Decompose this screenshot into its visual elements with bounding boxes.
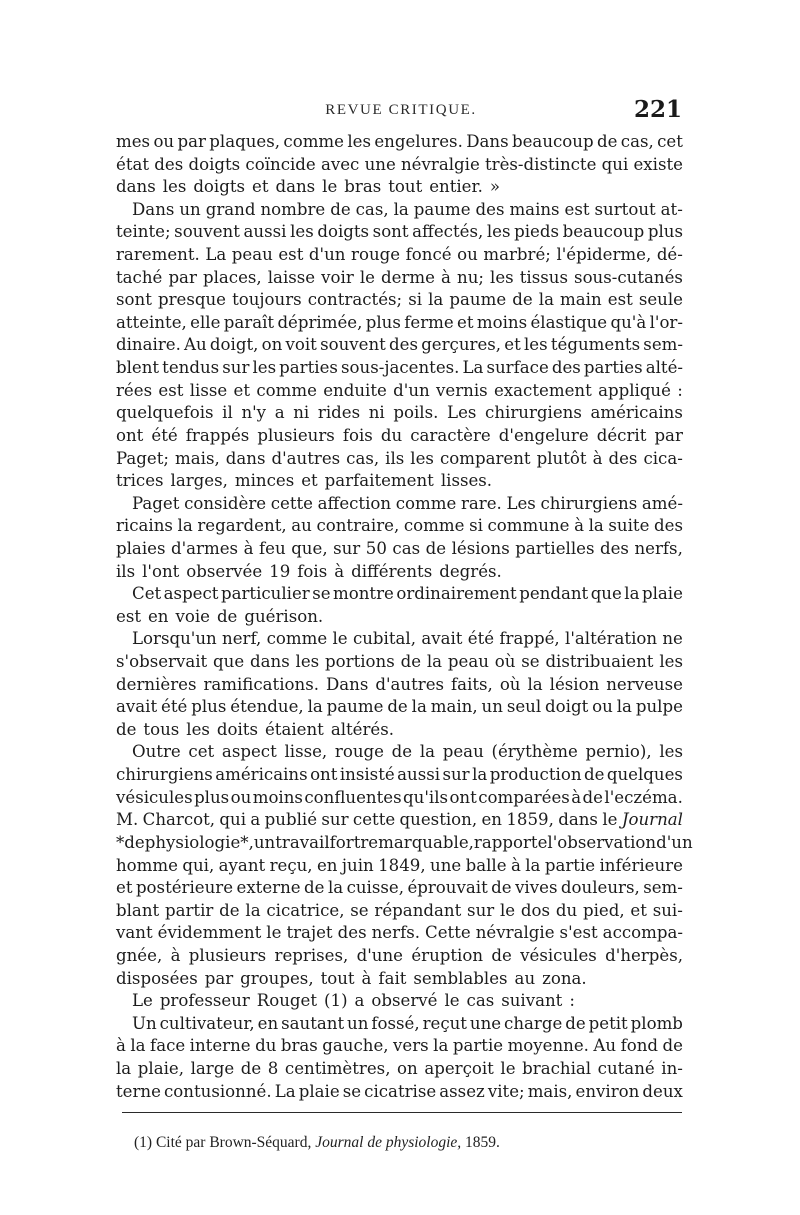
- paragraph: [116, 583, 683, 628]
- text-line: quelquefois il n'y a ni rides ni poils. Les chirurgiens américains: [116, 403, 683, 423]
- text-line: dinaire. Au doigt, on voit souvent des gerçures, et les téguments sem-: [116, 335, 683, 355]
- text-line: plaies d'armes à feu que, sur 50 cas de lésions partielles des nerfs,: [116, 538, 683, 558]
- paragraph: [116, 628, 683, 741]
- paragraph: [116, 1013, 683, 1103]
- running-title: REVUE CRITIQUE.: [325, 102, 477, 118]
- text-line: ils l'ont observée 19 fois à différents degrés.: [116, 561, 502, 581]
- text-line: taché par places, laisse voir le derme à nu; les tissus sous-cutanés: [116, 267, 683, 287]
- paragraph: [116, 990, 683, 1013]
- text-line: chirurgiens américains ont insisté aussi sur la production de quelques: [116, 765, 683, 785]
- text-line: Paget considère cette affection comme rare. Les chirurgiens amé-: [132, 493, 683, 513]
- paragraph: [116, 741, 693, 990]
- footnote-journal: Journal de physiologie,: [315, 1134, 462, 1151]
- text-line: gnée, à plusieurs reprises, d'une éruption de vésicules d'herpès,: [116, 945, 683, 965]
- text-line: la plaie, large de 8 centimètres, on aperçoit le brachial cutané in-: [116, 1058, 683, 1078]
- text-line: et postérieure externe de la cuisse, éprouvait de vives douleurs, sem-: [116, 878, 683, 898]
- text-line: vant évidemment le trajet des nerfs. Cette névralgie s'est accompa-: [116, 923, 683, 943]
- text-line: s'observait que dans les portions de la peau où se distribuaient les: [116, 652, 683, 672]
- text-line: ont été frappés plusieurs fois du caractère d'engelure décrit par: [116, 425, 683, 445]
- text-line: teinte; souvent aussi les doigts sont affectés, les pieds beaucoup plus: [116, 222, 683, 242]
- text-line: trices larges, minces et parfaitement lisses.: [116, 471, 493, 491]
- text-line: mes ou par plaques, comme les engelures. Dans beaucoup de cas, cet: [116, 132, 683, 151]
- footnote: [134, 1134, 500, 1152]
- text-line: atteinte, elle paraît déprimée, plus ferme et moins élastique qu'à l'or-: [116, 312, 683, 332]
- paragraph: [116, 131, 683, 199]
- text-line: rées est lisse et comme enduite d'un vernis exactement appliqué :: [116, 380, 683, 400]
- footnote-text: Cité par Brown-Séquard,: [155, 1134, 312, 1151]
- text-line: dans les doigts et dans le bras tout entier. »: [116, 177, 501, 197]
- text-line: est en voie de guérison.: [116, 606, 324, 626]
- text-line: *de physiologie*, un travail fort remarquable, rapporte l'observation d'un: [116, 832, 693, 852]
- text-line: terne contusionné. La plaie se cicatrise assez vite; mais, environ deux: [116, 1081, 683, 1101]
- text-line: rarement. La peau est d'un rouge foncé ou marbré; l'épiderme, dé-: [116, 245, 683, 265]
- text-line: vésicules plus ou moins confluentes qu'ils ont comparées à de l'eczéma.: [116, 787, 683, 807]
- text-line: ricains la regardent, au contraire, comme si commune à la suite des: [116, 516, 683, 536]
- text-line: Un cultivateur, en sautant un fossé, reçut une charge de petit plomb: [132, 1013, 683, 1033]
- text-line: blant partir de la cicatrice, se répandant sur le dos du pied, et sui-: [116, 900, 683, 920]
- text-line: à la face interne du bras gauche, vers la partie moyenne. Au fond de: [116, 1036, 683, 1056]
- text-line: disposées par groupes, tout à fait semblables au zona.: [116, 968, 587, 988]
- text-line: Outre cet aspect lisse, rouge de la peau (érythème pernio), les: [132, 742, 683, 762]
- text-line: homme qui, ayant reçu, en juin 1849, une balle à la partie inférieure: [116, 855, 683, 875]
- text-line: avait été plus étendue, la paume de la main, un seul doigt ou la pulpe: [116, 697, 683, 717]
- footnote-marker: (1): [134, 1134, 153, 1151]
- text-line: sont presque toujours contractés; si la paume de la main est seule: [116, 290, 683, 310]
- page-number: 221: [633, 96, 682, 123]
- text-line: de tous les doits étaient altérés.: [116, 719, 395, 739]
- text-line: Le professeur Rouget (1) a observé le cas suivant :: [132, 991, 575, 1011]
- text-line: blent tendus sur les parties sous-jacentes. La surface des parties alté-: [116, 358, 683, 378]
- paragraph: [116, 199, 683, 493]
- running-head: [120, 98, 682, 128]
- text-line: dernières ramifications. Dans d'autres faits, où la lésion nerveuse: [116, 674, 683, 694]
- text-line: état des doigts coïncide avec une névralgie très-distincte qui existe: [116, 154, 683, 174]
- text-line: Dans un grand nombre de cas, la paume des mains est surtout at-: [132, 199, 683, 219]
- text-line: Lorsqu'un nerf, comme le cubital, avait été frappé, l'altération ne: [132, 629, 683, 649]
- paragraph: [116, 493, 683, 583]
- text-line: Paget; mais, dans d'autres cas, ils les comparent plutôt à des cica-: [116, 448, 683, 468]
- footnote-year: 1859.: [465, 1134, 500, 1151]
- text-line: M. Charcot, qui a publié sur cette question, en 1859, dans le Journal: [116, 810, 683, 830]
- text-line: Cet aspect particulier se montre ordinairement pendant que la plaie: [132, 584, 683, 604]
- body-text: [116, 131, 693, 1103]
- footnote-rule: [122, 1112, 682, 1113]
